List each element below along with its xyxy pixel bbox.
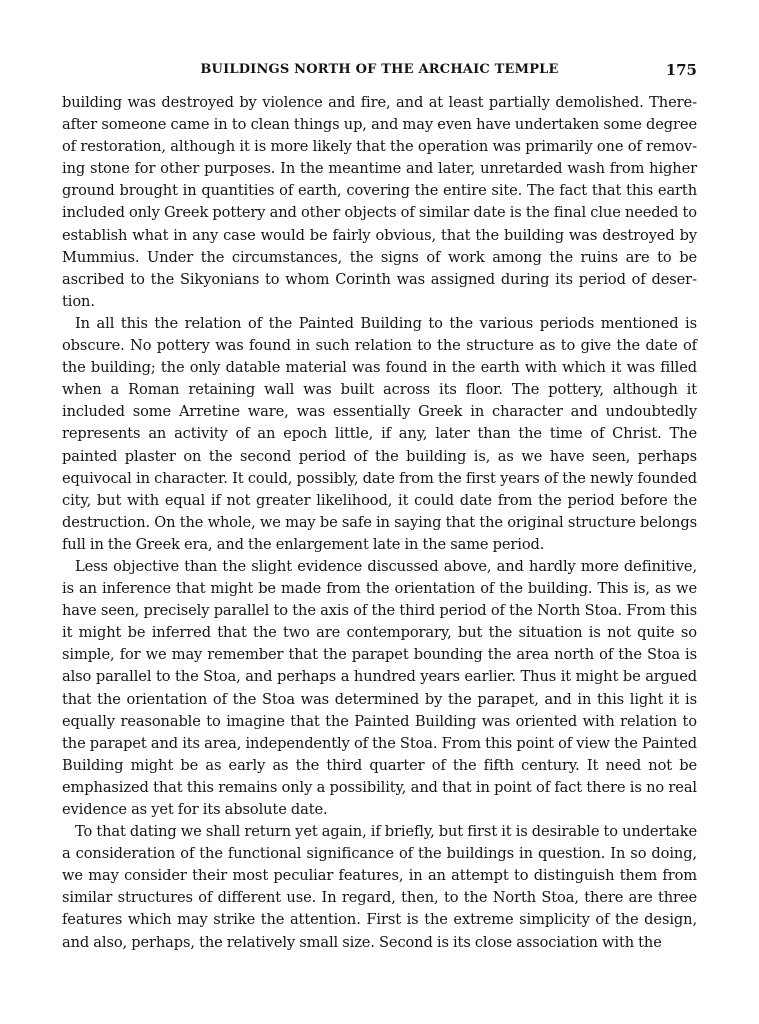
paragraph-orientation-inference: Less objective than the slight evidence discussed above, and hardly more definitive, is an inference that might be made from the orientation of the building. This is, as we have seen, precisely parallel to the axis of the third period of the North Stoa. From this it might be inferred that the two are contemporary, but the situation is not quite so simple, for we may remember that the parapet bounding the area north of the Stoa is also parallel to the Stoa, and perhaps a hundred years earlier. Thus it might be argued that the orientation of the Stoa was determined by the parapet, and in this light it is equally reasonable to imagine that the Painted Building was oriented with relation to the parapet and its area, independently of the Stoa. From this point of view the Painted Building might be as early as the third quarter of the fifth century. It need not be emphasized that this remains only a possibility, and that in point of fact there is no real evidence as yet for its absolute date. — [62, 557, 697, 818]
paragraph-functional-significance: To that dating we shall return yet again, if briefly, but first it is desirable to undertake a consideration of the functional significance of the buildings in question. In so doing, we may consider their most peculiar features, in an attempt to distinguish them from similar structures of different use. In regard, then, to the North Stoa, there are three features which may strike the attention. First is the extreme simplicity of the design, and also, perhaps, the relatively small size. Second is its close association with the — [62, 823, 697, 951]
paragraph-continued: building was destroyed by violence and fire, and at least partially demolished. Thereafter someone came in to clean things up, and may even have undertaken some degree of restoration, although it is more likely that the operation was primarily one of removing stone for other purposes. In the meantime and later, unretarded wash from higher ground brought in quantities of earth, covering the entire site. The fact that this earth included only Greek pottery and other objects of similar date is the final clue needed to establish what in any case would be fairly obvious, that the building was destroyed by Mummius. Under the circumstances, the signs of work among the ruins are to be ascribed to the Sikyonians to whom Corinth was assigned during its period of desertion. — [62, 94, 697, 310]
body-text — [62, 92, 697, 954]
paragraph-painted-building-periods: In all this the relation of the Painted Building to the various periods mentioned is obscure. No pottery was found in such relation to the structure as to give the date of the building; the only datable material was found in the earth with which it was filled when a Roman retaining wall was built across its floor. The pottery, although it included some Arretine ware, was essentially Greek in character and undoubtedly represents an activity of an epoch little, if any, later than the time of Christ. The painted plaster on the second period of the building is, as we have seen, perhaps equivocal in character. It could, possibly, date from the first years of the newly founded city, but with equal if not greater likelihood, it could date from the period before the destruction. On the whole, we may be safe in saying that the original structure belongs full in the Greek era, and the enlargement late in the same period. — [62, 314, 697, 553]
page-number: 175 — [665, 61, 697, 79]
running-header — [62, 62, 697, 82]
running-title: BUILDINGS NORTH OF THE ARCHAIC TEMPLE — [200, 62, 559, 77]
